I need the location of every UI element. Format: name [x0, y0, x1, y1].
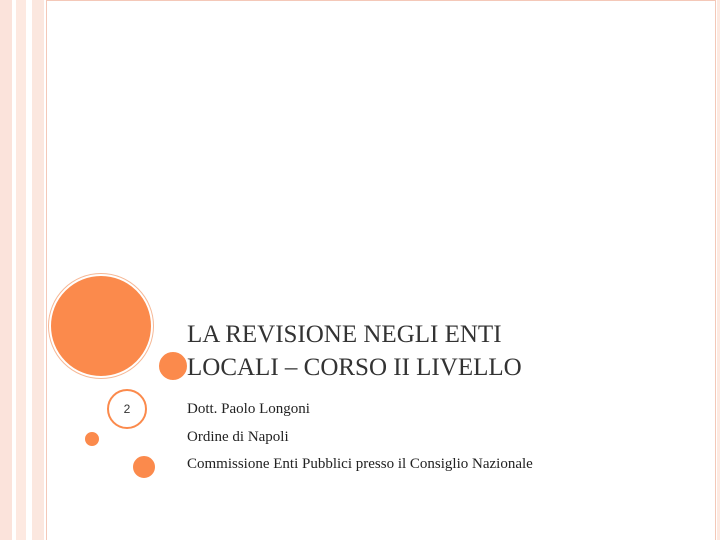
- decorative-stripe: [32, 0, 44, 540]
- subtitle-commission: Commissione Enti Pubblici presso il Consiglio Nazionale: [187, 456, 533, 472]
- decorative-circle-small: [84, 431, 100, 447]
- decorative-circle-large: [49, 274, 153, 378]
- slide-title-line-2: LOCALI – CORSO II LIVELLO: [187, 354, 522, 381]
- decorative-stripe: [0, 0, 12, 540]
- slide-title: [187, 318, 687, 384]
- slide-frame-left: [46, 0, 47, 540]
- slide-title-line-1: LA REVISIONE NEGLI ENTI: [187, 321, 502, 348]
- slide-frame-right: [715, 0, 716, 540]
- subtitle-author: Dott. Paolo Longoni: [187, 401, 310, 417]
- decorative-stripe: [16, 0, 26, 540]
- subtitle-order: Ordine di Napoli: [187, 429, 289, 445]
- decorative-circle-small: [131, 454, 157, 480]
- slide-number: 2: [107, 389, 147, 429]
- slide-frame-top: [46, 0, 715, 1]
- decorative-circle-medium: [157, 350, 189, 382]
